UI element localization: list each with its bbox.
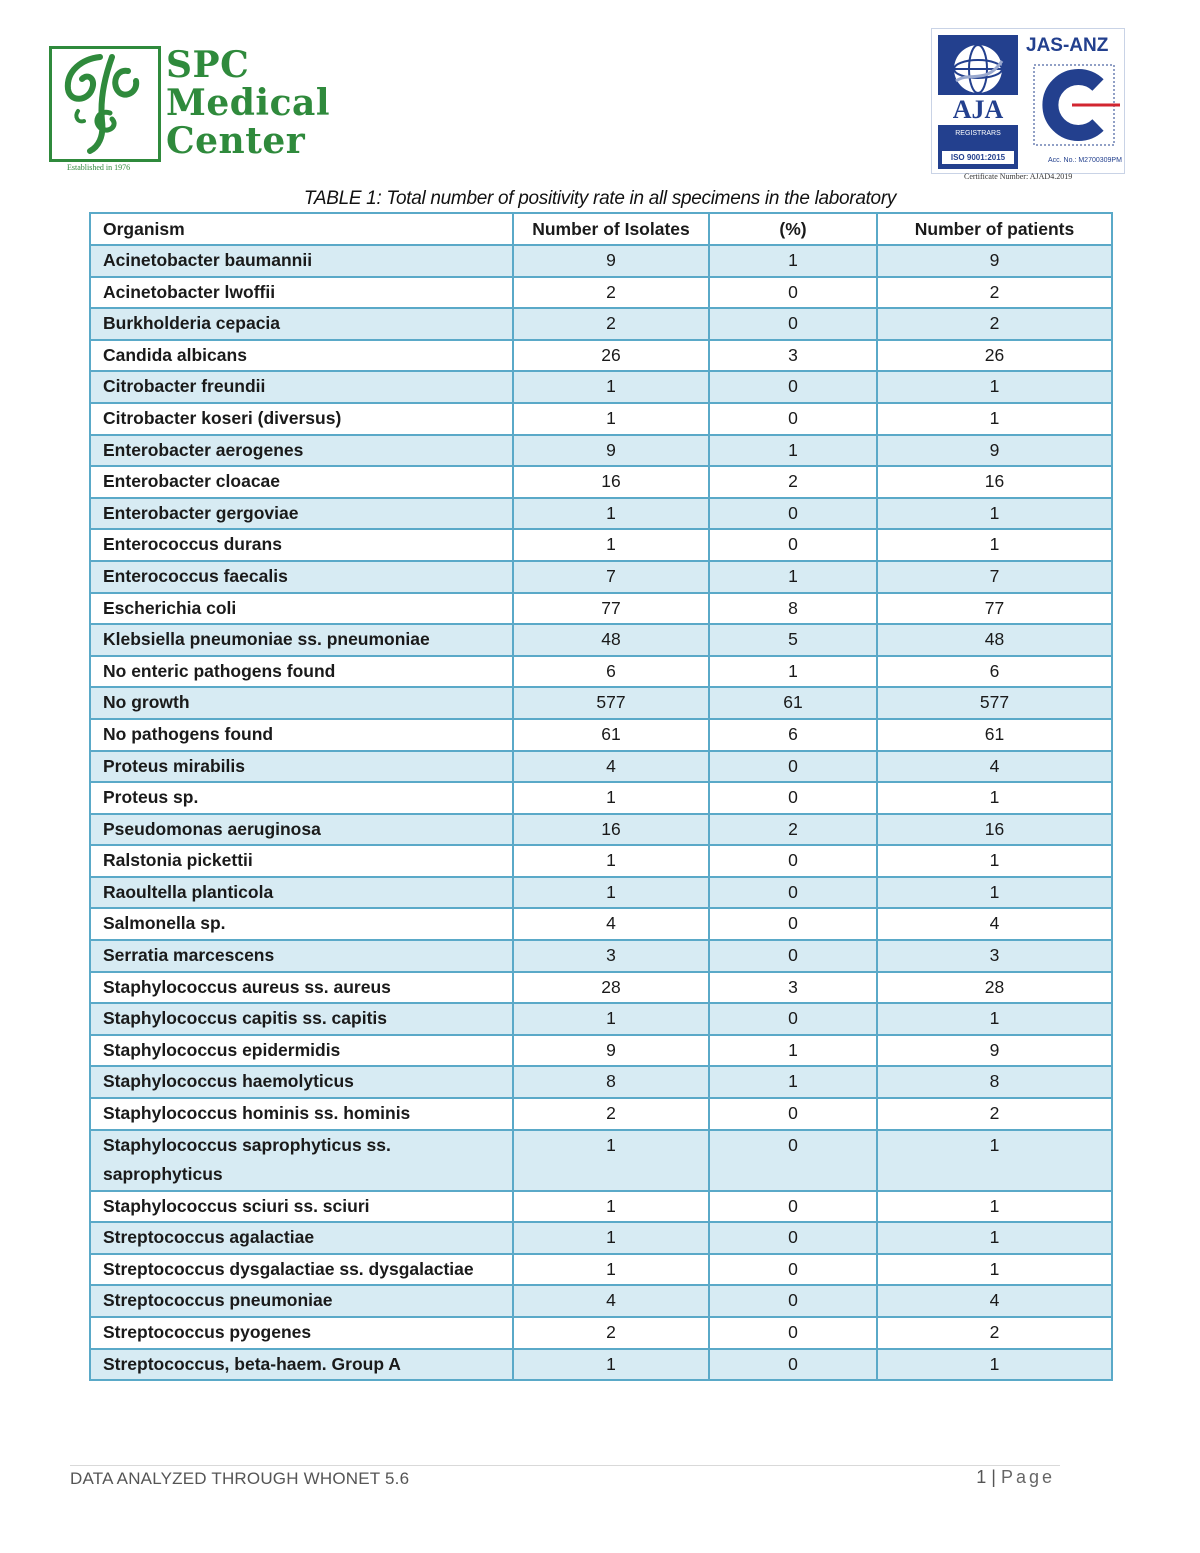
patients-cell: 1	[877, 877, 1112, 909]
jas-anz-logo-icon	[1028, 61, 1122, 155]
patients-cell: 2	[877, 1317, 1112, 1349]
table-row	[90, 1222, 1112, 1254]
patients-cell: 2	[877, 1098, 1112, 1130]
isolates-cell: 4	[513, 751, 709, 783]
organism-cell: No pathogens found	[90, 719, 513, 751]
organism-cell: Serratia marcescens	[90, 940, 513, 972]
spc-logo	[49, 46, 339, 176]
table-row	[90, 245, 1112, 277]
isolates-cell: 2	[513, 308, 709, 340]
table-row	[90, 1035, 1112, 1067]
patients-cell: 1	[877, 371, 1112, 403]
organism-cell: Staphylococcus aureus ss. aureus	[90, 972, 513, 1004]
organism-cell: Proteus mirabilis	[90, 751, 513, 783]
isolates-cell: 1	[513, 1003, 709, 1035]
organism-cell: Enterococcus durans	[90, 529, 513, 561]
organism-cell: Streptococcus dysgalactiae ss. dysgalactiae	[90, 1254, 513, 1286]
table-row	[90, 340, 1112, 372]
table-row	[90, 751, 1112, 783]
isolates-cell: 1	[513, 1191, 709, 1223]
isolates-cell: 1	[513, 845, 709, 877]
organism-cell: Enterobacter cloacae	[90, 466, 513, 498]
patients-cell: 61	[877, 719, 1112, 751]
organism-cell: Staphylococcus haemolyticus	[90, 1066, 513, 1098]
table-row	[90, 1130, 1112, 1191]
percent-cell: 0	[709, 403, 877, 435]
table-row	[90, 593, 1112, 625]
table-row	[90, 814, 1112, 846]
logo-wordmark	[166, 46, 330, 160]
isolates-cell: 2	[513, 277, 709, 309]
percent-cell: 0	[709, 1130, 877, 1191]
isolates-cell: 9	[513, 245, 709, 277]
patients-cell: 28	[877, 972, 1112, 1004]
percent-cell: 5	[709, 624, 877, 656]
isolates-cell: 61	[513, 719, 709, 751]
table-row	[90, 1317, 1112, 1349]
percent-cell: 0	[709, 877, 877, 909]
percent-cell: 0	[709, 1349, 877, 1381]
patients-cell: 2	[877, 277, 1112, 309]
organism-cell: No enteric pathogens found	[90, 656, 513, 688]
isolates-cell: 7	[513, 561, 709, 593]
table-row	[90, 1191, 1112, 1223]
isolates-cell: 9	[513, 435, 709, 467]
isolates-cell: 1	[513, 1349, 709, 1381]
patients-cell: 1	[877, 1191, 1112, 1223]
patients-cell: 1	[877, 1130, 1112, 1191]
table-row	[90, 466, 1112, 498]
patients-cell: 577	[877, 687, 1112, 719]
table-row	[90, 1349, 1112, 1381]
table-row	[90, 1254, 1112, 1286]
patients-cell: 16	[877, 466, 1112, 498]
logo-line-2: Medical	[166, 82, 331, 124]
footer-source: DATA ANALYZED THROUGH WHONET 5.6	[70, 1469, 410, 1488]
percent-cell: 0	[709, 1191, 877, 1223]
percent-cell: 6	[709, 719, 877, 751]
page-number	[976, 1467, 1055, 1488]
patients-cell: 77	[877, 593, 1112, 625]
patients-cell: 4	[877, 751, 1112, 783]
table-row	[90, 308, 1112, 340]
percent-cell: 2	[709, 466, 877, 498]
column-header-percent: (%)	[709, 213, 877, 245]
patients-cell: 16	[877, 814, 1112, 846]
percent-cell: 0	[709, 1285, 877, 1317]
logo-line-1: SPC	[166, 44, 250, 86]
table-row	[90, 1285, 1112, 1317]
aja-label: AJA	[938, 95, 1018, 125]
column-header-isolates: Number of Isolates	[513, 213, 709, 245]
organism-cell: Burkholderia cepacia	[90, 308, 513, 340]
patients-cell: 7	[877, 561, 1112, 593]
table-row	[90, 719, 1112, 751]
table-row	[90, 277, 1112, 309]
organism-cell: Acinetobacter lwoffii	[90, 277, 513, 309]
isolates-cell: 2	[513, 1098, 709, 1130]
percent-cell: 1	[709, 1066, 877, 1098]
percent-cell: 0	[709, 1254, 877, 1286]
patients-cell: 4	[877, 908, 1112, 940]
percent-cell: 0	[709, 308, 877, 340]
table-row	[90, 435, 1112, 467]
caduceus-logo-icon	[49, 46, 161, 162]
percent-cell: 0	[709, 1098, 877, 1130]
isolates-cell: 1	[513, 782, 709, 814]
patients-cell: 1	[877, 1349, 1112, 1381]
patients-cell: 4	[877, 1285, 1112, 1317]
isolates-cell: 16	[513, 814, 709, 846]
percent-cell: 0	[709, 498, 877, 530]
percent-cell: 3	[709, 972, 877, 1004]
organism-cell: Staphylococcus hominis ss. hominis	[90, 1098, 513, 1130]
iso-label: ISO 9001:2015	[942, 151, 1014, 164]
organism-table	[89, 212, 1113, 1381]
organism-cell: Enterobacter aerogenes	[90, 435, 513, 467]
percent-cell: 1	[709, 656, 877, 688]
organism-cell: Streptococcus pyogenes	[90, 1317, 513, 1349]
table-row	[90, 782, 1112, 814]
isolates-cell: 48	[513, 624, 709, 656]
isolates-cell: 1	[513, 498, 709, 530]
organism-cell: Streptococcus pneumoniae	[90, 1285, 513, 1317]
isolates-cell: 3	[513, 940, 709, 972]
isolates-cell: 1	[513, 1222, 709, 1254]
patients-cell: 9	[877, 1035, 1112, 1067]
isolates-cell: 1	[513, 529, 709, 561]
isolates-cell: 28	[513, 972, 709, 1004]
patients-cell: 9	[877, 435, 1112, 467]
organism-cell: Citrobacter freundii	[90, 371, 513, 403]
patients-cell: 9	[877, 245, 1112, 277]
percent-cell: 3	[709, 340, 877, 372]
percent-cell: 1	[709, 561, 877, 593]
table-header-row	[90, 213, 1112, 245]
patients-cell: 1	[877, 498, 1112, 530]
table-row	[90, 1098, 1112, 1130]
patients-cell: 3	[877, 940, 1112, 972]
page-number-value: 1	[976, 1467, 987, 1487]
patients-cell: 2	[877, 308, 1112, 340]
percent-cell: 0	[709, 751, 877, 783]
isolates-cell: 77	[513, 593, 709, 625]
aja-panel	[938, 35, 1018, 169]
percent-cell: 2	[709, 814, 877, 846]
organism-cell: Salmonella sp.	[90, 908, 513, 940]
patients-cell: 1	[877, 782, 1112, 814]
table-row	[90, 403, 1112, 435]
percent-cell: 0	[709, 277, 877, 309]
jas-anz-label: JAS-ANZ	[1026, 35, 1109, 56]
percent-cell: 1	[709, 245, 877, 277]
organism-cell: Klebsiella pneumoniae ss. pneumoniae	[90, 624, 513, 656]
organism-cell: Streptococcus, beta-haem. Group A	[90, 1349, 513, 1381]
table-row	[90, 1066, 1112, 1098]
table-row	[90, 940, 1112, 972]
percent-cell: 1	[709, 435, 877, 467]
table-title: TABLE 1: Total number of positivity rate in all specimens in the laboratory	[303, 188, 897, 209]
accreditation-number: Acc. No.: M2700309PM	[1048, 157, 1122, 164]
isolates-cell: 16	[513, 466, 709, 498]
percent-cell: 0	[709, 1222, 877, 1254]
table-row	[90, 371, 1112, 403]
table-row	[90, 687, 1112, 719]
organism-cell: No growth	[90, 687, 513, 719]
isolates-cell: 2	[513, 1317, 709, 1349]
organism-cell: Staphylococcus epidermidis	[90, 1035, 513, 1067]
logo-established: Established in 1976	[67, 163, 131, 172]
patients-cell: 6	[877, 656, 1112, 688]
percent-cell: 0	[709, 529, 877, 561]
organism-cell: Staphylococcus saprophyticus ss. saprophyticus	[90, 1130, 513, 1191]
isolates-cell: 26	[513, 340, 709, 372]
isolates-cell: 8	[513, 1066, 709, 1098]
table-row	[90, 908, 1112, 940]
table-row	[90, 529, 1112, 561]
percent-cell: 0	[709, 845, 877, 877]
footer-divider	[70, 1465, 1060, 1466]
table-row	[90, 561, 1112, 593]
column-header-patients: Number of patients	[877, 213, 1112, 245]
table-row	[90, 1003, 1112, 1035]
patients-cell: 1	[877, 845, 1112, 877]
certificate-number: Certificate Number: AJAD4.2019	[964, 172, 1073, 181]
organism-cell: Candida albicans	[90, 340, 513, 372]
patients-cell: 1	[877, 1222, 1112, 1254]
table-row	[90, 656, 1112, 688]
organism-cell: Staphylococcus capitis ss. capitis	[90, 1003, 513, 1035]
table-row	[90, 972, 1112, 1004]
percent-cell: 0	[709, 1003, 877, 1035]
isolates-cell: 4	[513, 1285, 709, 1317]
percent-cell: 8	[709, 593, 877, 625]
percent-cell: 0	[709, 1317, 877, 1349]
organism-cell: Enterococcus faecalis	[90, 561, 513, 593]
percent-cell: 1	[709, 1035, 877, 1067]
organism-cell: Streptococcus agalactiae	[90, 1222, 513, 1254]
isolates-cell: 1	[513, 877, 709, 909]
logo-line-3: Center	[166, 120, 306, 162]
organism-cell: Citrobacter koseri (diversus)	[90, 403, 513, 435]
organism-cell: Pseudomonas aeruginosa	[90, 814, 513, 846]
patients-cell: 8	[877, 1066, 1112, 1098]
isolates-cell: 1	[513, 403, 709, 435]
percent-cell: 0	[709, 940, 877, 972]
isolates-cell: 1	[513, 1254, 709, 1286]
organism-cell: Raoultella planticola	[90, 877, 513, 909]
organism-cell: Acinetobacter baumannii	[90, 245, 513, 277]
table-row	[90, 498, 1112, 530]
globe-icon	[950, 41, 1006, 97]
column-header-organism: Organism	[90, 213, 513, 245]
isolates-cell: 4	[513, 908, 709, 940]
patients-cell: 1	[877, 403, 1112, 435]
registrars-label: REGISTRARS	[955, 130, 1001, 137]
patients-cell: 26	[877, 340, 1112, 372]
page-separator: |	[991, 1467, 996, 1487]
organism-cell: Escherichia coli	[90, 593, 513, 625]
percent-cell: 0	[709, 782, 877, 814]
page-label: Page	[1000, 1467, 1055, 1487]
organism-cell: Ralstonia pickettii	[90, 845, 513, 877]
table-row	[90, 877, 1112, 909]
table-row	[90, 624, 1112, 656]
table-row	[90, 845, 1112, 877]
organism-cell: Enterobacter gergoviae	[90, 498, 513, 530]
table-body	[90, 245, 1112, 1380]
organism-cell: Staphylococcus sciuri ss. sciuri	[90, 1191, 513, 1223]
isolates-cell: 6	[513, 656, 709, 688]
patients-cell: 1	[877, 1254, 1112, 1286]
isolates-cell: 9	[513, 1035, 709, 1067]
organism-cell: Proteus sp.	[90, 782, 513, 814]
patients-cell: 48	[877, 624, 1112, 656]
isolates-cell: 1	[513, 1130, 709, 1191]
isolates-cell: 1	[513, 371, 709, 403]
percent-cell: 61	[709, 687, 877, 719]
percent-cell: 0	[709, 371, 877, 403]
patients-cell: 1	[877, 529, 1112, 561]
certification-badge	[931, 28, 1125, 174]
percent-cell: 0	[709, 908, 877, 940]
patients-cell: 1	[877, 1003, 1112, 1035]
isolates-cell: 577	[513, 687, 709, 719]
